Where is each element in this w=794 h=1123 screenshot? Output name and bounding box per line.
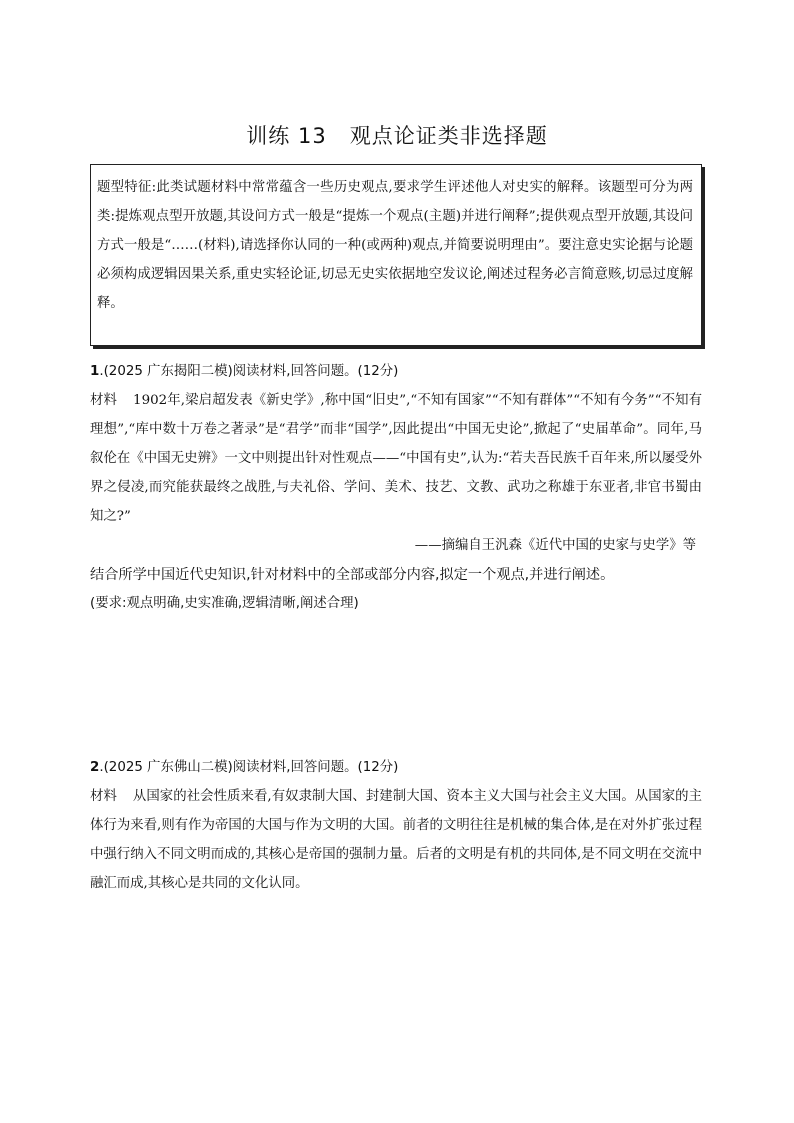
intro-text: 题型特征:此类试题材料中常常蕴含一些历史观点,要求学生评述他人对史实的解释。该题型可分为两类:提炼观点型开放题,其设问方式一般是“提炼一个观点(主题)并进行阐释”;提供观点型开放题,其设问方式一般是“……(材料),请选择你认同的一种(或两种)观点,并简要说明理由”。要注意史实论据与论题必须构成逻辑因果关系,重史实轻论证,切忌无史实依据地空发议论,阐述过程务必言简意赅,切忌过度解释。 (97, 180, 693, 311)
title-number: 13 (297, 124, 327, 148)
question-1-header (90, 358, 702, 386)
question-1-requirement: (要求:观点明确,史实准确,逻辑清晰,阐述合理) (90, 596, 359, 611)
page-title (0, 120, 794, 150)
question-2-material (90, 782, 702, 898)
question-2-material-text: 从国家的社会性质来看,有奴隶制大国、封建制大国、资本主义大国与社会主义大国。从国家的主体行为来看,则有作为帝国的大国与作为文明的大国。前者的文明往往是机械的集合体,是在对外扩张过程中强行纳入不同文明而成的,其核心是帝国的强制力量。后者的文明是有机的共同体,是不同文明在交流中融汇而成,其核心是共同的文化认同。 (90, 789, 702, 891)
question-1-number: 1 (90, 364, 100, 379)
question-1-material (90, 386, 702, 531)
question-2-material-label: 材料 (90, 789, 117, 804)
question-1 (90, 358, 702, 618)
question-2 (90, 754, 702, 898)
question-2-header (90, 754, 702, 782)
title-prefix: 训练 (246, 124, 291, 148)
title-text: 观点论证类非选择题 (349, 124, 548, 148)
question-1-material-label: 材料 (90, 393, 118, 408)
question-2-header-text: .(2025 广东佛山二模)阅读材料,回答问题。(12分) (99, 760, 399, 775)
question-1-material-text: 1902年,梁启超发表《新史学》,称中国“旧史”,“不知有国家”“不知有群体”“不知有今务”“不知有理想”,“库中数十万卷之著录”是“君学”而非“国学”,因此提出“中国无史论”,掀起了“史届革命”。同年,马叙伦在《中国无史辨》一文中则提出针对性观点——“中国有史”,认为:“若夫吾民族千百年来,所以屡受外界之侵凌,而究能获最终之战胜,与夫礼俗、学问、美术、技艺、文教、武功之称雄于东亚者,非官书蜀由知之?” (90, 393, 702, 524)
question-1-task: 结合所学中国近代史知识,针对材料中的全部或部分内容,拟定一个观点,并进行阐述。 (90, 567, 615, 583)
question-type-intro-box (90, 164, 702, 346)
question-1-source: ——摘编自王汎森《近代中国的史家与史学》等 (414, 538, 696, 553)
question-2-number: 2 (90, 760, 100, 775)
question-1-header-text: .(2025 广东揭阳二模)阅读材料,回答问题。(12分) (99, 364, 399, 379)
